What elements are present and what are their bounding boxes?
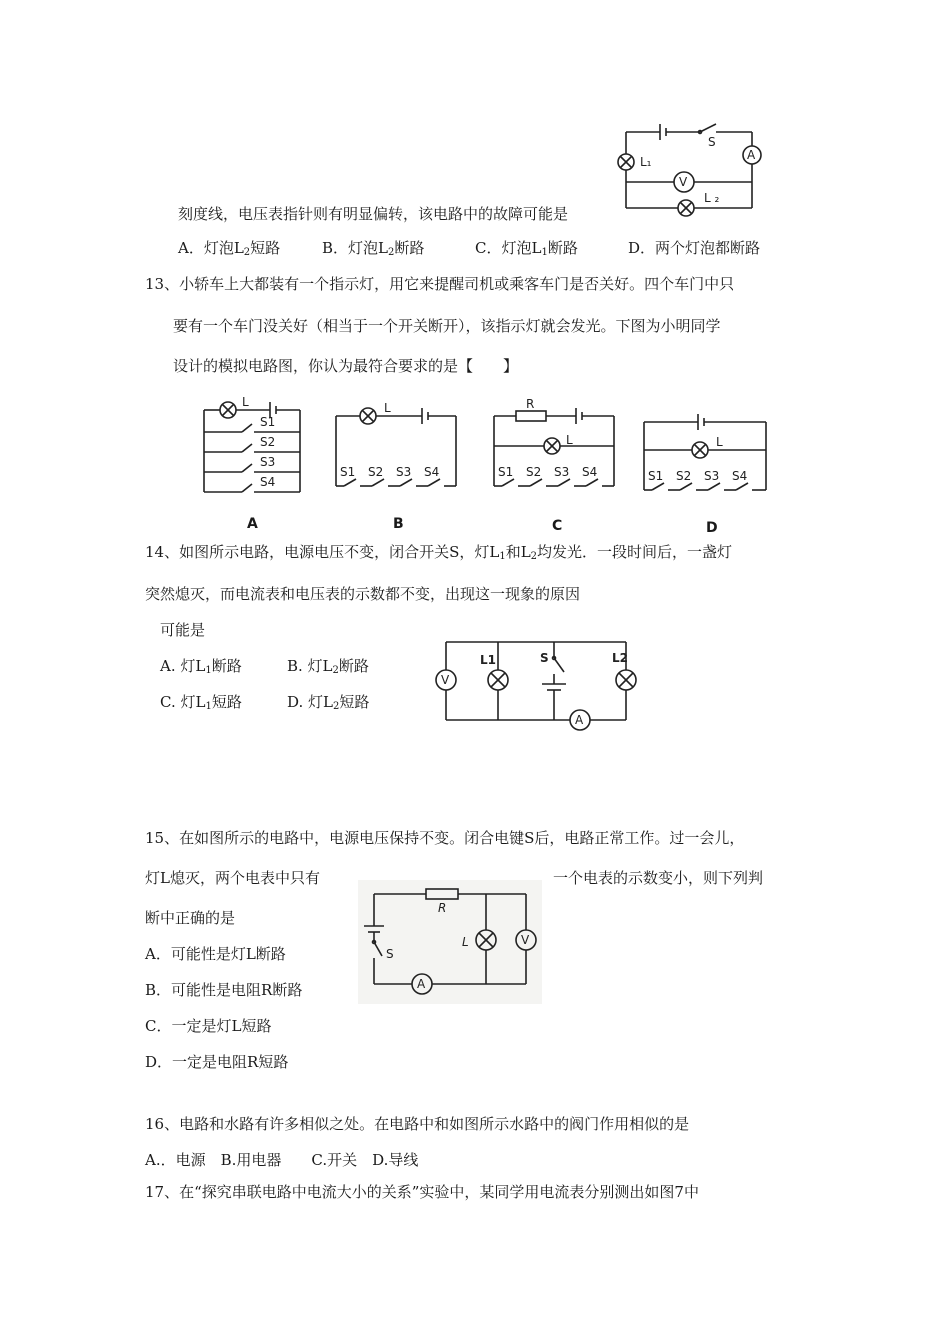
q13c-resistor-label: R xyxy=(526,397,535,411)
q14-option-b: B. 灯$L_2$断路 xyxy=(287,657,369,676)
q14-circuit-figure xyxy=(432,636,642,736)
q15-switch-label: S xyxy=(386,947,394,961)
q13b-lamp-label: L xyxy=(384,401,391,415)
q15-circuit-figure xyxy=(358,880,542,1004)
q14-l1-label: L1 xyxy=(480,653,496,667)
q14-voltmeter-label: V xyxy=(441,673,450,687)
q13c-s3: S3 xyxy=(554,465,570,479)
q13d-lamp-label: L xyxy=(716,435,723,449)
q15-option-b: B．可能性是电阻R断路 xyxy=(145,981,303,999)
q13b-s1: S1 xyxy=(340,465,356,479)
q12-voltmeter-label: V xyxy=(679,175,688,189)
q13b-s3: S3 xyxy=(396,465,412,479)
q14-line1: 14、如图所示电路，电源电压不变，闭合开关S，灯$L_1$和$L_2$均发光．一段时间后，一盏灯 xyxy=(145,543,733,562)
q16-line1: 16、电路和水路有许多相似之处。在电路中和如图所示水路中的阀门作用相似的是 xyxy=(145,1115,690,1133)
q15-ammeter-label: A xyxy=(417,977,426,991)
q12-option-b: B．灯泡$L_2$断路 xyxy=(322,239,425,258)
q14-line3: 可能是 xyxy=(160,621,206,639)
q14-line2: 突然熄灭，而电流表和电压表的示数都不变，出现这一现象的原因 xyxy=(145,585,581,603)
q13-circuit-a xyxy=(198,396,308,501)
q13-circuit-c xyxy=(488,397,620,492)
q13-line1: 13、小轿车上大都装有一个指示灯，用它来提醒司机或乘客车门是否关好。四个车门中只 xyxy=(145,275,735,293)
q13d-s3: S3 xyxy=(704,469,720,483)
q13c-s2: S2 xyxy=(526,465,542,479)
q13c-lamp-label: L xyxy=(566,433,573,447)
q13b-s2: S2 xyxy=(368,465,384,479)
q13-circuit-b xyxy=(330,402,462,492)
q13a-s4: S4 xyxy=(260,475,276,489)
q12-circuit-figure xyxy=(612,120,782,220)
q13-circuit-d xyxy=(638,404,772,494)
q15-lamp-label: L xyxy=(462,935,469,949)
q15-option-d: D．一定是电阻R短路 xyxy=(145,1053,289,1071)
q15-option-a: A．可能性是灯L断路 xyxy=(145,945,286,963)
q13b-s4: S4 xyxy=(424,465,440,479)
q13d-s4: S4 xyxy=(732,469,748,483)
q14-ammeter-label: A xyxy=(575,713,584,727)
q14-option-a: A. 灯$L_1$断路 xyxy=(160,657,242,676)
q13d-s1: S1 xyxy=(648,469,664,483)
q12-option-c: C．灯泡$L_1$断路 xyxy=(475,239,578,258)
q17-line1: 17、在“探究串联电路中电流大小的关系”实验中，某同学用电流表分别测出如图7中 xyxy=(145,1183,699,1201)
q13-line2: 要有一个车门没关好（相当于一个开关断开），该指示灯就会发光。下图为小明同学 xyxy=(173,317,721,335)
q12-text-tail: 刻度线，电压表指针则有明显偏转，该电路中的故障可能是 xyxy=(178,205,569,223)
q12-l1-label: L₁ xyxy=(640,155,652,169)
q15-line2-right: 一个电表的示数变小，则下列判 xyxy=(553,869,764,887)
q13-option-label-a: A xyxy=(247,516,258,532)
q13c-s1: S1 xyxy=(498,465,514,479)
q15-resistor-label: R xyxy=(438,901,447,915)
q13-option-label-c: C xyxy=(552,518,563,534)
q12-option-a: A．灯泡$L_2$短路 xyxy=(178,239,281,258)
q14-option-d: D. 灯$L_2$短路 xyxy=(287,693,370,712)
q12-switch-label: S xyxy=(708,135,716,149)
q15-line3: 断中正确的是 xyxy=(145,909,236,927)
q13-option-label-b: B xyxy=(393,516,404,532)
q13-option-label-d: D xyxy=(706,520,718,536)
q13a-lamp-label: L xyxy=(242,395,249,409)
q16-options: A.．电源 B.用电器 C.开关 D.导线 xyxy=(145,1151,419,1169)
q15-line2-left: 灯L熄灭，两个电表中只有 xyxy=(145,869,320,887)
q15-option-c: C．一定是灯L短路 xyxy=(145,1017,272,1035)
q14-option-c: C. 灯$L_1$短路 xyxy=(160,693,242,712)
q13a-s2: S2 xyxy=(260,435,276,449)
q14-l2-label: L2 xyxy=(612,651,628,665)
q12-l2-label: L ₂ xyxy=(704,191,720,205)
q13a-s3: S3 xyxy=(260,455,276,469)
q15-line1: 15、在如图所示的电路中，电源电压保持不变。闭合电键S后，电路正常工作。过一会儿， xyxy=(145,829,745,847)
q14-switch-label: S xyxy=(540,651,549,665)
q13d-s2: S2 xyxy=(676,469,692,483)
q12-ammeter-label: A xyxy=(747,148,756,162)
q13a-s1: S1 xyxy=(260,415,276,429)
q12-option-d: D．两个灯泡都断路 xyxy=(628,239,761,257)
q13c-s4: S4 xyxy=(582,465,598,479)
q13-line3: 设计的模拟电路图，你认为最符合要求的是【 】 xyxy=(173,357,519,375)
q15-voltmeter-label: V xyxy=(521,933,530,947)
